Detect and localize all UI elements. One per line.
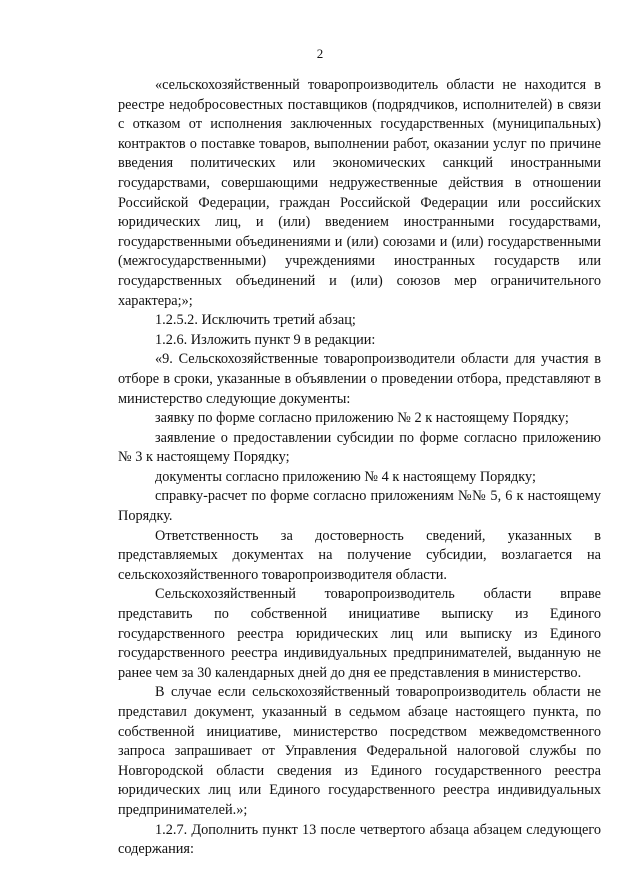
paragraph-registry-extract: Сельскохозяйственный товаропроизводитель области вправе представить по собственной инициативе выписку из Единого государственного реестра юридических лиц или выписку из Единого государственного реестра индивидуальных предпринимателей, выданную не ранее чем за 30 календарных дней до дня ее представления в министерство.	[118, 586, 601, 681]
paragraph-calculation-certificate: справку-расчет по форме согласно приложениям №№ 5, 6 к настоящему Порядку.	[118, 488, 601, 525]
paragraph-responsibility: Ответственность за достоверность сведений, указанных в представляемых документах на получение субсидии, возлагается на сельскохозяйственного товаропроизводителя области.	[118, 527, 601, 583]
document-body	[118, 76, 601, 860]
paragraph-subsidy-statement: заявление о предоставлении субсидии по форме согласно приложению № 3 к настоящему Порядку;	[118, 429, 601, 466]
paragraph-1-2-7: 1.2.7. Дополнить пункт 13 после четвертого абзаца абзацем следующего содержания:	[118, 821, 601, 858]
paragraph-1-2-5-2: 1.2.5.2. Исключить третий абзац;	[155, 312, 356, 329]
paragraph-1-2-6: 1.2.6. Изложить пункт 9 в редакции:	[155, 331, 376, 348]
paragraph-interdepartmental-request: В случае если сельскохозяйственный товаропроизводитель области не представил документ, указанный в седьмом абзаце настоящего пункта, по собственной инициативе, министерство посредством межведомственного запроса запрашивает от Управления Федеральной налоговой службы по Новгородской области сведения из Единого государственного реестра юридических лиц или Единого государственного реестра индивидуальных предпринимателей.»;	[118, 684, 601, 818]
paragraph-documents-annex-4: документы согласно приложению № 4 к настоящему Порядку;	[155, 468, 536, 485]
paragraph-item-9: «9. Сельскохозяйственные товаропроизводители области для участия в отборе в сроки, указанные в объявлении о проведении отбора, представляют в министерство следующие документы:	[118, 351, 601, 407]
paragraph-sanctions-clause: «сельскохозяйственный товаропроизводитель области не находится в реестре недобросовестных поставщиков (подрядчиков, исполнителей) в связи с отказом от исполнения заключенных государственных (муниципальных) контрактов о поставке товаров, выполнении работ, оказании услуг по причине введения политических или экономических санкций иностранными государствами, совершающими недружественные действия в отношении Российской Федерации, граждан Российской Федерации или российских юридических лиц, и (или) введением иностранными государствами, государственными объединениями и (или) союзами и (или) государственными (межгосударственными) учреждениями иностранных государств или государственных объединений и (или) союзов мер ограничительного характера;»;	[118, 77, 601, 309]
paragraph-application-form: заявку по форме согласно приложению № 2 к настоящему Порядку;	[155, 410, 569, 427]
page-number: 2	[316, 46, 324, 61]
